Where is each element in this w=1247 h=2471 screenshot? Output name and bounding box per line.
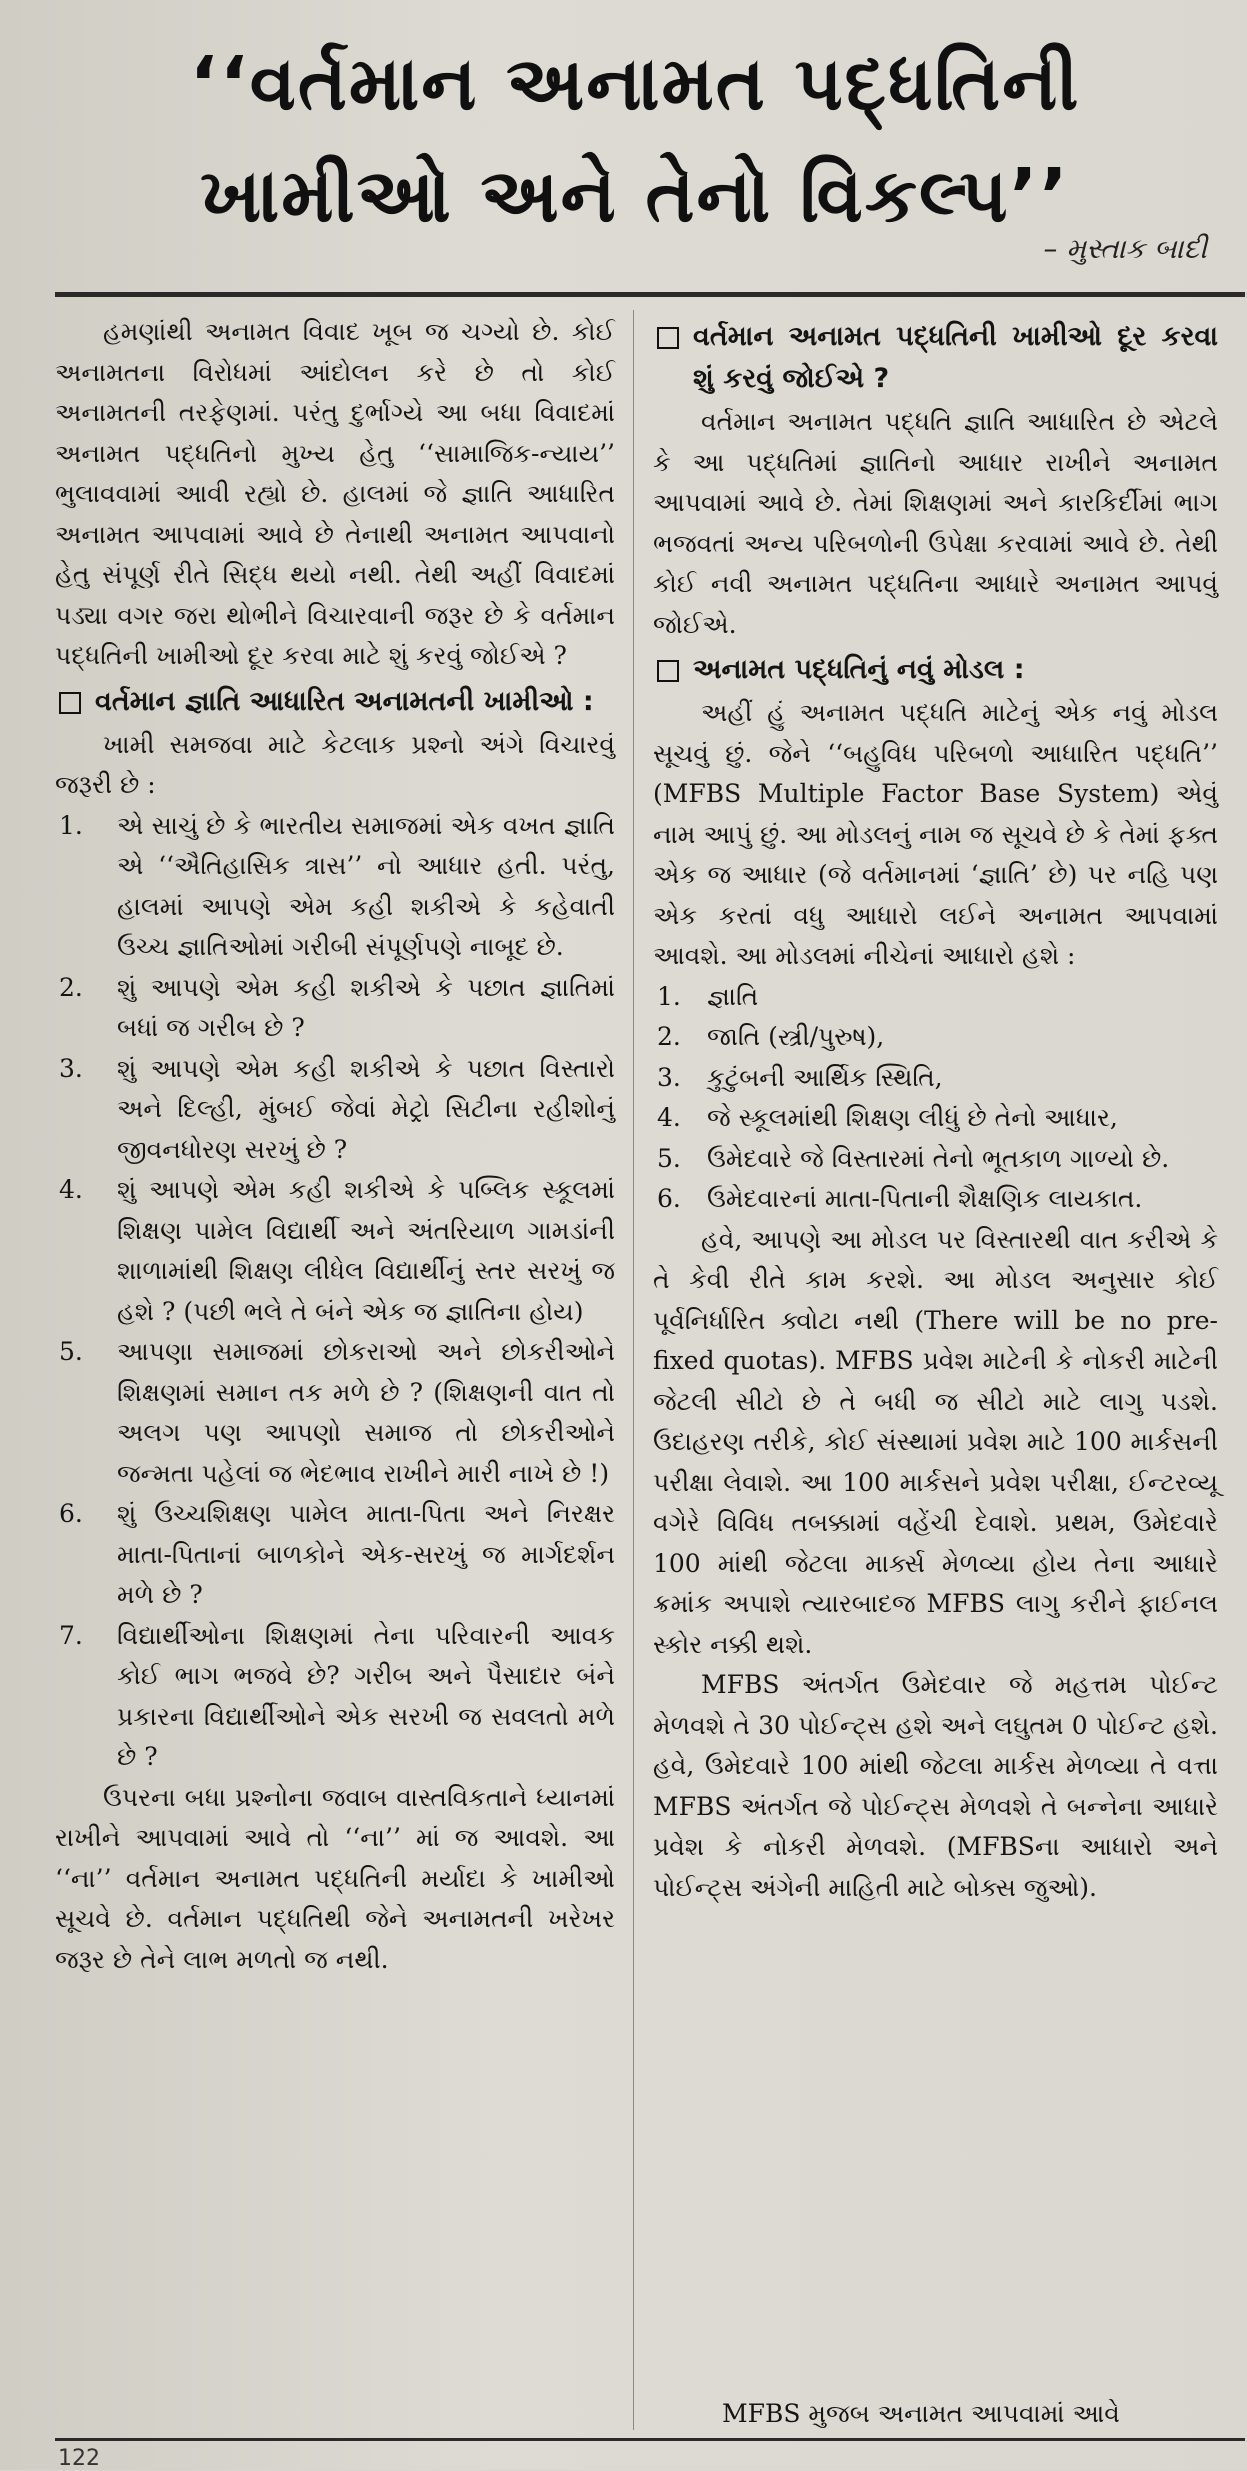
list-text: વિદ્યાર્થીઓના શિક્ષણમાં તેના પરિવારની આવક કોઈ ભાગ ભજવે છે? ગરીબ અને પૈસાદાર બંને પ્રકારના વિદ્યાર્થીઓને એક સરખી જ સવલતો મળે છે ?: [117, 1620, 615, 1771]
intro-paragraph: હમણાંથી અનામત વિવાદ ખૂબ જ ચગ્યો છે. કોઈ અનામતના વિરોધમાં આંદોલન કરે છે તો કોઈ અનામતની તરફેણમાં. પરંતુ દુર્ભાગ્યે આ બધા વિવાદમાં અનામત પદ્ધતિનો મુખ્ય હેતુ ‘‘સામાજિક-ન્યાય’’ ભુલાવવામાં આવી રહ્યો છે. હાલમાં જે જ્ઞાતિ આધારિત અનામત આપવામાં આવે છે તેનાથી અનામત આપવાનો હેતુ સંપૂર્ણ રીતે સિદ્ધ થયો નથી. તેથી અહીં વિવાદમાં પડ્યા વગર જરા થોભીને વિચારવાની જરૂર છે કે વર્તમાન પદ્ધતિની ખામીઓ દૂર કરવા માટે શું કરવું જોઈએ ?: [55, 317, 615, 670]
checkbox-bullet-icon: [59, 692, 81, 714]
list-item: [55, 968, 615, 1049]
questions-list: [55, 806, 615, 1778]
factors-list: [653, 977, 1218, 1220]
checkbox-bullet-icon: [657, 660, 679, 682]
list-text: ઉમેદવારનાં માતા-પિતાની શૈક્ષણિક લાયકાત.: [707, 1184, 1143, 1213]
section-heading-new-model: [653, 649, 1218, 691]
article-headline: [60, 28, 1210, 252]
list-number: 5.: [59, 1337, 83, 1366]
lead-paragraph: ખામી સમજવા માટે કેટલાક પ્રશ્નો અંગે વિચારવું જરૂરી છે :: [55, 729, 615, 799]
list-text: આપણા સમાજમાં છોકરાઓ અને છોકરીઓને શિક્ષણમાં સમાન તક મળે છે ? (શિક્ષણની વાત તો અલગ પણ આપણો સમાજ તો છોકરીઓને જન્મતા પહેલાં જ ભેદભાવ રાખીને મારી નાખે છે !): [117, 1337, 615, 1488]
list-item: [55, 1494, 615, 1616]
list-text: જે સ્કૂલમાંથી શિક્ષણ લીધું છે તેનો આધાર,: [707, 1103, 1118, 1132]
list-text: શું આપણે એમ કહી શકીએ કે પછાત જ્ઞાતિમાં બધાં જ ગરીબ છે ?: [117, 972, 615, 1042]
list-item: [55, 1332, 615, 1494]
list-text: શું આપણે એમ કહી શકીએ કે પબ્લિક સ્કૂલમાં શિક્ષણ પામેલ વિદ્યાર્થી અને અંતરિયાળ ગામડાંની શાળામાંથી શિક્ષણ લીધેલ વિદ્યાર્થીનું સ્તર સરખું જ હશે ? (પછી ભલે તે બંને એક જ જ્ઞાતિના હોય): [117, 1175, 615, 1326]
checkbox-bullet-icon: [657, 327, 679, 349]
list-number: 3.: [657, 1062, 681, 1092]
section-heading-text: વર્તમાન અનામત પદ્ધતિની ખામીઓ દૂર કરવા શું કરવું જોઈએ ?: [693, 321, 1218, 394]
list-number: 4.: [59, 1175, 83, 1204]
points-paragraph: MFBS અંતર્ગત ઉમેદવાર જે મહત્તમ પોઈન્ટ મેળવશે તે 30 પોઈન્ટ્સ હશે અને લઘુતમ 0 પોઈન્ટ હશે. હવે, ઉમેદવારે 100 માંથી જેટલા માર્કસ મેળવ્યા તે વત્તા MFBS અંતર્ગત જે પોઈન્ટ્સ મેળવશે તે બન્નેના આધારે પ્રવેશ કે નોકરી મેળવશે. (MFBSના આધારો અને પોઈન્ટ્સ અંગેની માહિતી માટે બોક્સ જુઓ).: [653, 1670, 1218, 1902]
list-text: ઉમેદવારે જે વિસ્તારમાં તેનો ભૂતકાળ ગાળ્યો છે.: [707, 1143, 1170, 1173]
left-column: [55, 312, 615, 1980]
list-item: [653, 1017, 1218, 1058]
list-number: 1.: [657, 981, 681, 1011]
list-number: 4.: [657, 1103, 681, 1132]
model-paragraph: અહીં હું અનામત પદ્ધતિ માટેનું એક નવું મોડલ સૂચવું છું. જેને ‘‘બહુવિધ પરિબળો આધારિત પદ્ધતિ’’ (MFBS Multiple Factor Base System) એવું નામ આપું છું. આ મોડલનું નામ જ સૂચવે છે કે તેમાં ફક્ત એક જ આધાર (જે વર્તમાનમાં ‘જ્ઞાતિ’ છે) પર નહિ પણ એક કરતાં વધુ આધારો લઈને અનામત આપવામાં આવશે. આ મોડલમાં નીચેનાં આધારો હશે :: [653, 698, 1218, 970]
list-text: જ્ઞાતિ: [707, 981, 759, 1011]
column-divider: [633, 310, 634, 2430]
section-heading-text: વર્તમાન જ્ઞાતિ આધારિત અનામતની ખામીઓ :: [95, 685, 594, 717]
bottom-rule: [55, 2438, 1245, 2441]
list-number: 2.: [657, 1022, 681, 1051]
list-text: જાતિ (સ્ત્રી/પુરુષ),: [707, 1022, 885, 1051]
top-rule: [55, 292, 1245, 297]
list-number: 2.: [59, 972, 83, 1002]
list-number: 1.: [59, 810, 83, 840]
list-item: [55, 1170, 615, 1332]
list-item: [653, 977, 1218, 1018]
list-item: [653, 1139, 1218, 1180]
section-heading-drawbacks: [55, 681, 615, 723]
section-heading-text: અનામત પદ્ધતિનું નવું મોડલ :: [693, 654, 1025, 685]
list-number: 7.: [59, 1620, 83, 1650]
list-text: શું આપણે એમ કહી શકીએ કે પછાત વિસ્તારો અને દિલ્હી, મુંબઈ જેવાં મેટ્રો સિટીના રહીશોનું જીવનધોરણ સરખું છે ?: [117, 1053, 615, 1164]
headline-line-2: ખામીઓ અને તેનો વિકલ્પ’’: [200, 153, 1070, 239]
conclusion-paragraph: ઉપરના બધા પ્રશ્નોના જવાબ વાસ્તવિકતાને ધ્યાનમાં રાખીને આપવામાં આવે તો ‘‘ના’’ માં જ આવશે. આ ‘‘ના’’ વર્તમાન અનામત પદ્ધતિની મર્યાદા કે ખામીઓ સૂચવે છે. વર્તમાન પદ્ધતિથી જેને અનામતની ખરેખર જરૂર છે તેને લાભ મળતો જ નથી.: [55, 1782, 615, 1974]
right-column: [653, 312, 1218, 1908]
list-item: [55, 1049, 615, 1171]
list-text: શું ઉચ્ચશિક્ષણ પામેલ માતા-પિતા અને નિરક્ષર માતા-પિતાનાં બાળકોને એક-સરખું જ માર્ગદર્શન મળે છે ?: [117, 1499, 615, 1609]
remedy-paragraph: વર્તમાન અનામત પદ્ધતિ જ્ઞાતિ આધારિત છે એટલે કે આ પદ્ધતિમાં જ્ઞાતિનો આધાર રાખીને અનામત આપવામાં આવે છે. તેમાં શિક્ષણમાં અને કારકિર્દીમાં ભાગ ભજવતાં અન્ય પરિબળોની ઉપેક્ષા કરવામાં આવે છે. તેથી કોઈ નવી અનામત પદ્ધતિના આધારે અનામત આપવું જોઈએ.: [653, 407, 1218, 639]
list-item: [653, 1098, 1218, 1139]
list-item: [55, 1616, 615, 1778]
list-item: [653, 1179, 1218, 1220]
box-caption: MFBS મુજબ અનામત આપવામાં આવે: [722, 2399, 1120, 2428]
list-text: એ સાચું છે કે ભારતીય સમાજમાં એક વખત જ્ઞાતિ એ ‘‘ઐતિહાસિક ત્રાસ’’ નો આધાર હતી. પરંતુ, હાલમાં આપણે એમ કહી શકીએ કે કહેવાતી ઉચ્ચ જ્ઞાતિઓમાં ગરીબી સંપૂર્ણપણે નાબૂદ છે.: [117, 810, 615, 961]
list-number: 5.: [657, 1143, 681, 1173]
list-number: 3.: [59, 1053, 83, 1083]
section-heading-remedy: [653, 316, 1218, 400]
author-byline: – મુસ્તાક બાદી: [1043, 232, 1207, 265]
explanation-paragraph: હવે, આપણે આ મોડલ પર વિસ્તારથી વાત કરીએ કે તે કેવી રીતે કામ કરશે. આ મોડલ અનુસાર કોઈ પૂર્વનિર્ધારિત ક્વોટા નથી (There will be no pre-fixed quotas). MFBS પ્રવેશ માટેની કે નોકરી માટેની જેટલી સીટો છે તે બધી જ સીટો માટે લાગુ પડશે. ઉદાહરણ તરીકે, કોઈ સંસ્થામાં પ્રવેશ માટે 100 માર્કસની પરીક્ષા લેવાશે. આ 100 માર્કસને પ્રવેશ પરીક્ષા, ઈન્ટરવ્યૂ વગેરે વિવિધ તબક્કામાં વહેંચી દેવાશે. પ્રથમ, ઉમેદવારે 100 માંથી જેટલા માર્ક્સ મેળવ્યા હોય તેના આધારે ક્રમાંક અપાશે ત્યારબાદજ MFBS લાગુ કરીને ફાઈનલ સ્કોર નક્કી થશે.: [653, 1224, 1218, 1659]
list-item: [653, 1058, 1218, 1099]
list-text: કુટુંબની આર્થિક સ્થિતિ,: [707, 1062, 943, 1092]
list-number: 6.: [657, 1184, 681, 1213]
list-number: 6.: [59, 1499, 83, 1528]
list-item: [55, 806, 615, 968]
headline-line-1: ‘‘વર્તમાન અનામત પદ્ધતિની: [189, 41, 1081, 127]
page-number: 122: [58, 2446, 100, 2471]
